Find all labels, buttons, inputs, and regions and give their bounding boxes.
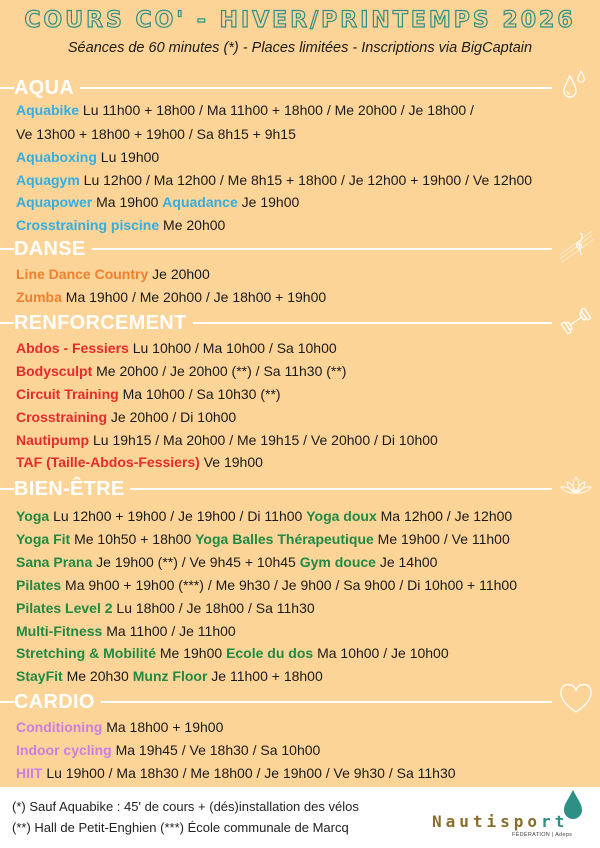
course-row xyxy=(16,100,474,120)
course-name: Yoga doux xyxy=(306,508,377,524)
course-row xyxy=(16,430,438,450)
course-row xyxy=(16,763,456,783)
course-name: Crosstraining xyxy=(16,409,108,425)
dumbbell-icon xyxy=(558,305,594,337)
divider xyxy=(0,322,10,324)
section-title: CARDIO xyxy=(14,690,101,714)
course-name: Yoga Balles Thérapeutique xyxy=(195,531,374,547)
course-times: Ma 19h00 xyxy=(92,194,163,210)
section-header-cardio xyxy=(0,690,600,714)
course-times: Ma 18h00 + 19h00 xyxy=(102,719,224,735)
course-name: Conditioning xyxy=(16,719,103,735)
course-times: Ma 11h00 / Je 11h00 xyxy=(102,623,236,639)
course-name: Indoor cycling xyxy=(16,742,112,758)
course-row xyxy=(16,170,532,190)
course-times: Je 19h00 xyxy=(237,194,300,210)
course-times: Lu 11h00 + 18h00 / Ma 11h00 + 18h00 / Me 20h00 / Je 18h00 / xyxy=(79,102,474,118)
course-row xyxy=(16,384,281,404)
course-row xyxy=(16,598,315,618)
course-row xyxy=(16,621,236,641)
course-times: Ve 19h00 xyxy=(199,454,263,470)
course-name: Yoga Fit xyxy=(16,531,71,547)
course-name: Crosstraining piscine xyxy=(16,217,160,233)
course-row xyxy=(16,506,512,526)
course-name: Aquabike xyxy=(16,102,80,118)
course-times: Ma 12h00 / Je 12h00 xyxy=(376,508,513,524)
course-row xyxy=(16,338,337,358)
course-times: Lu 19h15 / Ma 20h00 / Me 19h15 / Ve 20h00 / Di 10h00 xyxy=(89,432,438,448)
course-times: Ma 10h00 / Je 10h00 xyxy=(313,645,449,661)
course-row xyxy=(16,361,346,381)
course-name: Zumba xyxy=(16,289,62,305)
course-name: Abdos - Fessiers xyxy=(16,340,129,356)
course-times: Ma 19h45 / Ve 18h30 / Sa 10h00 xyxy=(111,742,321,758)
course-times: Me 20h00 / Je 20h00 (**) / Sa 11h30 (**) xyxy=(92,363,347,379)
course-times: Je 20h00 / Di 10h00 xyxy=(107,409,237,425)
course-row xyxy=(16,124,296,144)
course-name: Ecole du dos xyxy=(226,645,314,661)
course-times: Lu 19h00 xyxy=(96,149,160,165)
course-times: Lu 10h00 / Ma 10h00 / Sa 10h00 xyxy=(128,340,337,356)
course-name: HIIT xyxy=(16,765,43,781)
divider xyxy=(0,488,10,490)
course-times: Je 19h00 (**) / Ve 9h45 + 10h45 xyxy=(92,554,300,570)
section-header-aqua xyxy=(0,76,600,100)
course-row xyxy=(16,643,449,663)
course-times: Me 20h00 xyxy=(159,217,226,233)
footnote-2: (**) Hall de Petit-Enghien (***) École communale de Marcq xyxy=(12,820,349,835)
logo-wordmark: Nautisport xyxy=(432,812,569,831)
lotus-icon xyxy=(558,471,594,503)
section-title: DANSE xyxy=(14,237,92,261)
course-row xyxy=(16,666,323,686)
course-times: Je 14h00 xyxy=(375,554,438,570)
course-times: Ve 13h00 + 18h00 + 19h00 / Sa 8h15 + 9h15 xyxy=(16,126,296,142)
course-name: Aquagym xyxy=(16,172,80,188)
course-row xyxy=(16,264,210,284)
course-row xyxy=(16,287,326,307)
water-drops-icon xyxy=(558,70,594,102)
course-name: Pilates xyxy=(16,577,62,593)
course-row xyxy=(16,529,510,549)
course-times: Je 20h00 xyxy=(148,266,210,282)
course-times: Ma 19h00 / Me 20h00 / Je 18h00 + 19h00 xyxy=(61,289,327,305)
section-title: AQUA xyxy=(14,76,80,100)
divider xyxy=(0,87,10,89)
heart-icon xyxy=(558,684,594,716)
music-note-icon xyxy=(558,231,594,263)
course-row xyxy=(16,740,320,760)
course-name: Nautipump xyxy=(16,432,90,448)
divider xyxy=(0,248,10,250)
course-name: Stretching & Mobilité xyxy=(16,645,156,661)
course-name: Pilates Level 2 xyxy=(16,600,113,616)
course-name: Aquaboxing xyxy=(16,149,97,165)
course-times: Je 11h00 + 18h00 xyxy=(207,668,323,684)
section-title: BIEN-ÊTRE xyxy=(14,477,130,501)
page-subtitle: Séances de 60 minutes (*) - Places limitées - Inscriptions via BigCaptain xyxy=(67,40,533,56)
course-times: Lu 12h00 + 19h00 / Je 19h00 / Di 11h00 xyxy=(49,508,307,524)
course-row xyxy=(16,215,225,235)
section-header-danse xyxy=(0,237,600,261)
course-name: Multi-Fitness xyxy=(16,623,103,639)
course-name: Line Dance Country xyxy=(16,266,149,282)
nautisport-logo xyxy=(432,790,592,842)
federation-logo: FÉDÉRATION | Adeps xyxy=(512,832,573,838)
divider xyxy=(10,87,552,89)
course-times: Lu 19h00 / Ma 18h30 / Me 18h00 / Je 19h00 / Ve 9h30 / Sa 11h30 xyxy=(42,765,456,781)
section-header-renforcement xyxy=(0,311,600,335)
course-times: Ma 10h00 / Sa 10h30 (**) xyxy=(118,386,281,402)
course-name: StayFit xyxy=(16,668,63,684)
course-name: Gym douce xyxy=(299,554,376,570)
course-times: Me 19h00 xyxy=(156,645,227,661)
course-name: Aquapower xyxy=(16,194,93,210)
course-row xyxy=(16,452,263,472)
course-name: Circuit Training xyxy=(16,386,119,402)
course-times: Lu 18h00 / Je 18h00 / Sa 11h30 xyxy=(112,600,315,616)
section-header-bien-etre xyxy=(0,477,600,501)
course-row xyxy=(16,147,159,167)
course-row xyxy=(16,717,223,737)
course-times: Me 10h50 + 18h00 xyxy=(70,531,196,547)
course-name: Munz Floor xyxy=(132,668,208,684)
course-times: Me 19h00 / Ve 11h00 xyxy=(373,531,510,547)
course-times: Me 20h30 xyxy=(62,668,133,684)
page-title: COURS CO' - HIVER/PRINTEMPS 2026 xyxy=(24,8,576,33)
course-times: Lu 12h00 / Ma 12h00 / Me 8h15 + 18h00 / Je 12h00 + 19h00 / Ve 12h00 xyxy=(79,172,533,188)
course-row xyxy=(16,575,517,595)
footnote-1: (*) Sauf Aquabike : 45' de cours + (dés)installation des vélos xyxy=(12,799,359,814)
course-name: Sana Prana xyxy=(16,554,93,570)
course-row xyxy=(16,192,299,212)
divider xyxy=(0,701,10,703)
footnotes xyxy=(12,796,359,838)
course-row xyxy=(16,552,437,572)
section-title: RENFORCEMENT xyxy=(14,311,193,335)
course-row xyxy=(16,407,236,427)
course-name: Bodysculpt xyxy=(16,363,93,379)
course-name: Yoga xyxy=(16,508,50,524)
course-name: TAF (Taille-Abdos-Fessiers) xyxy=(16,454,200,470)
course-times: Ma 9h00 + 19h00 (***) / Me 9h30 / Je 9h00 / Sa 9h00 / Di 10h00 + 11h00 xyxy=(61,577,517,593)
course-name: Aquadance xyxy=(162,194,238,210)
